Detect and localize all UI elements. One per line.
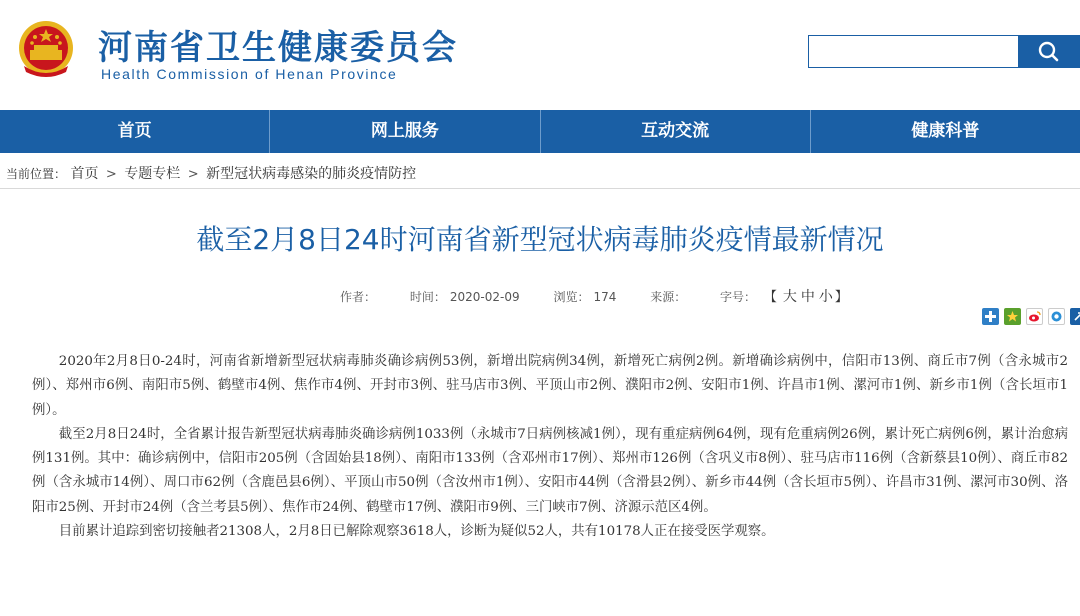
fontsize-medium-button[interactable]: 中 [800, 289, 815, 305]
search-input[interactable] [808, 35, 1018, 68]
site-header [0, 0, 1080, 110]
author-label: 作者： [340, 290, 377, 304]
article-body [32, 350, 1068, 544]
breadcrumb-epidemic-control[interactable]: 新型冠状病毒感染的肺炎疫情防控 [206, 166, 417, 182]
article-meta [340, 286, 852, 306]
search-icon [1018, 35, 1080, 68]
breadcrumb-special-topics[interactable]: 专题专栏 [124, 166, 181, 182]
breadcrumb-separator: > [187, 167, 199, 182]
fontsize-bracket-open: 【 [763, 290, 777, 305]
breadcrumb-divider [0, 188, 1080, 189]
main-nav [0, 110, 1080, 153]
article-paragraph: 目前累计追踪到密切接触者21308人，2月8日已解除观察3618人，诊断为疑似52人，共有10178人正在接受医学观察。 [58, 524, 775, 540]
breadcrumb [6, 163, 416, 183]
fontsize-large-button[interactable]: 大 [782, 289, 797, 305]
fontsize-bracket-close: 】 [834, 290, 848, 305]
fontsize-label: 字号： [720, 290, 757, 304]
share-toolbar [982, 308, 1080, 325]
site-subtitle: Health Commission of Henan Province [101, 66, 398, 82]
breadcrumb-label: 当前位置： [6, 167, 67, 181]
source-label: 来源： [650, 290, 687, 304]
site-title: 河南省卫生健康委员会 [98, 28, 458, 68]
share-weibo-icon[interactable] [1026, 308, 1043, 325]
breadcrumb-separator: > [105, 167, 117, 182]
views-value: 174 [593, 290, 617, 304]
search-button[interactable] [1018, 35, 1080, 68]
article-paragraph: 2020年2月8日0-24时，河南省新增新型冠状病毒肺炎确诊病例53例，新增出院病例34例，新增死亡病例2例。新增确诊病例中，信阳市13例、商丘市7例（含永城市2例）、郑州市6例、南阳市5例、鹤壁市4例、焦作市4例、开封市3例、驻马店市3例、平顶山市2例、濮阳市2例、安阳市1例、许昌市1例、漯河市1例、新乡市1例（含长垣市1例）。 [32, 354, 1068, 418]
nav-item-health-science[interactable]: 健康科普 [911, 121, 980, 141]
nav-item-interaction[interactable]: 互动交流 [541, 110, 811, 153]
share-star-icon[interactable] [1004, 308, 1021, 325]
nav-item-online-services[interactable]: 网上服务 [270, 110, 540, 153]
fontsize-small-button[interactable]: 小 [818, 289, 833, 305]
nav-item-home[interactable]: 首页 [0, 110, 270, 153]
time-label: 时间： [409, 290, 446, 304]
article-paragraph: 截至2月8日24时，全省累计报告新型冠状病毒肺炎确诊病例1033例（永城市7日病例核减1例），现有重症病例64例，现有危重病例26例，累计死亡病例6例，累计治愈病例131例。其中：确诊病例中，信阳市205例（含固始县18例）、南阳市133例（含邓州市17例）、郑州市126例（含巩义市8例）、驻马店市116例（含新蔡县10例）、商丘市82例（含永城市14例）、周口市62例（含鹿邑县6例）、平顶山市50例（含汝州市1例）、安阳市44例（含滑县2例）、新乡市44例（含长垣市5例）、许昌市31例、漯河市30例、洛阳市25例、开封市24例（含兰考县5例）、焦作市24例、鹤壁市17例、濮阳市9例、三门峡市7例、济源示范区4例。 [32, 426, 1068, 515]
views-label: 浏览： [553, 290, 590, 304]
share-qzone-icon[interactable] [1048, 308, 1065, 325]
share-plus-icon[interactable] [982, 308, 999, 325]
share-more-icon[interactable] [1070, 308, 1080, 325]
article-title: 截至2月8日24时河南省新型冠状病毒肺炎疫情最新情况 [196, 223, 884, 256]
national-emblem-icon [16, 20, 76, 82]
breadcrumb-home[interactable]: 首页 [70, 166, 99, 182]
time-value: 2020-02-09 [449, 290, 520, 304]
